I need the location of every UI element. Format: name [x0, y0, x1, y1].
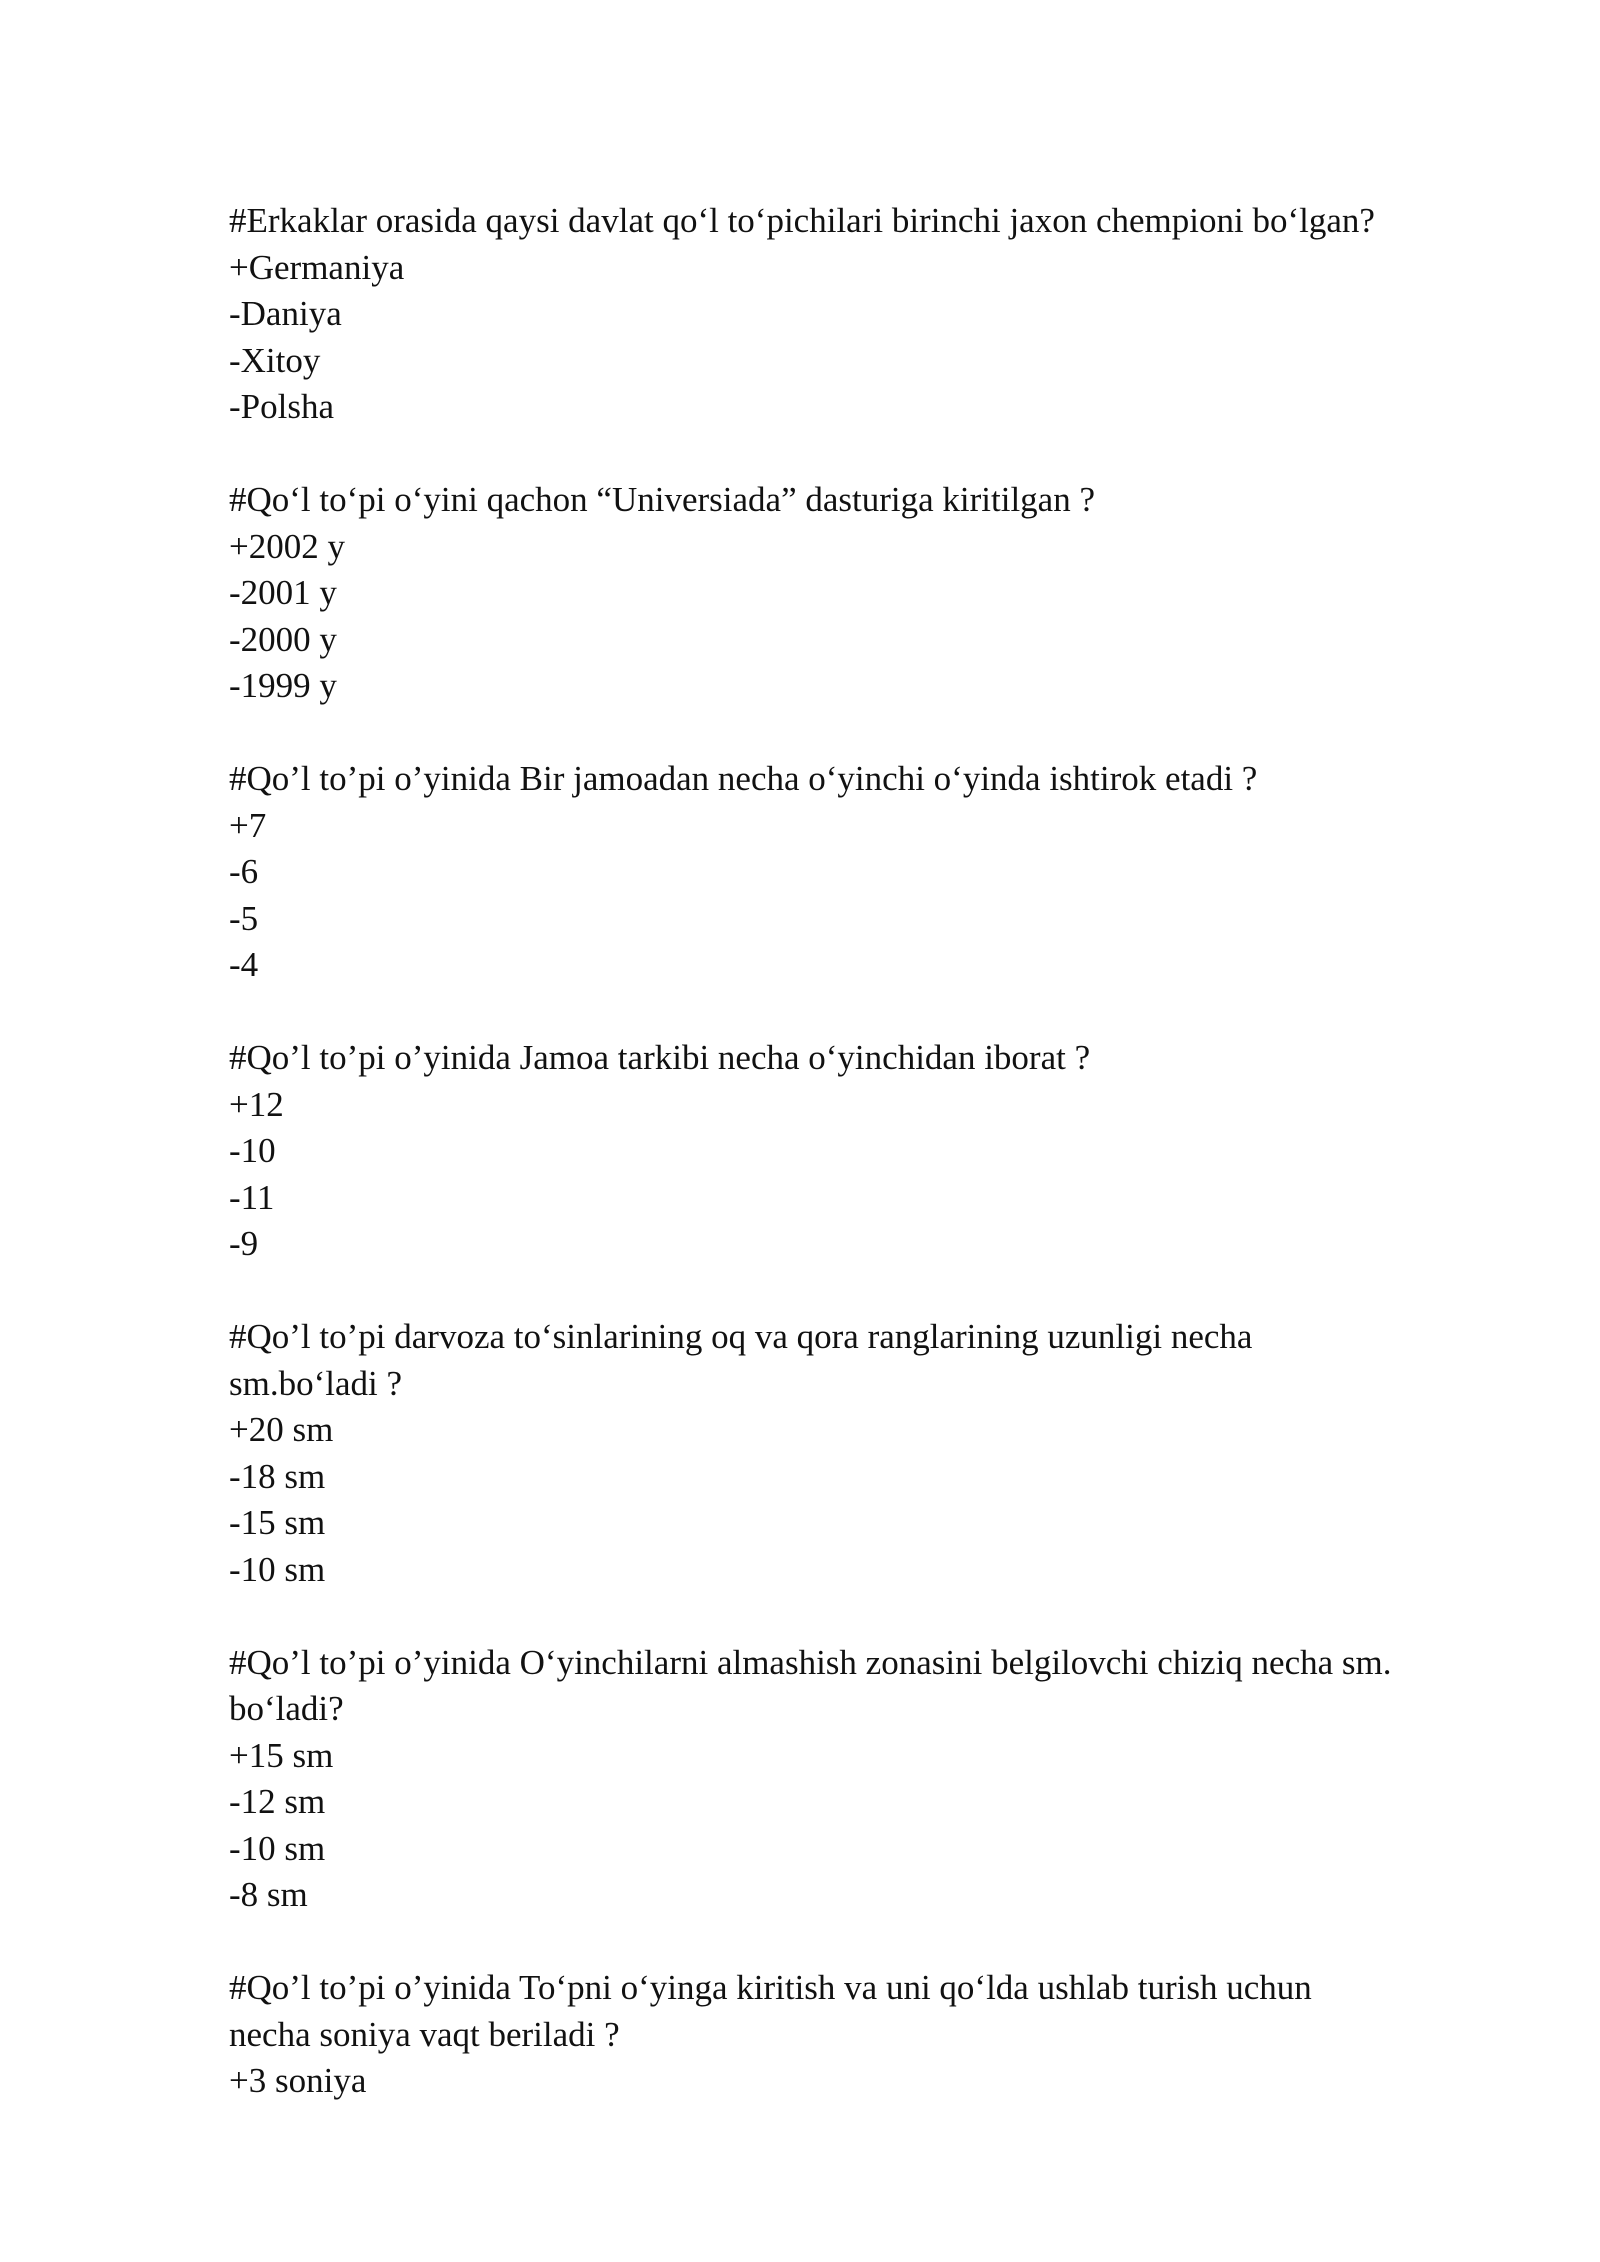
- question-text-continued: sm.bo‘ladi ?: [229, 1363, 403, 1403]
- answer-option: +7: [229, 805, 267, 845]
- question-block-1: [229, 198, 1529, 431]
- answer-option: -Polsha: [229, 387, 334, 426]
- answer-option: -2001 y: [229, 573, 337, 612]
- answer-option: -15 sm: [229, 1503, 326, 1542]
- question-block-7: [229, 1965, 1529, 2105]
- answer-option: -12 sm: [229, 1782, 326, 1821]
- question-text: #Erkaklar orasida qaysi davlat qo‘l to‘pichilari birinchi jaxon chempioni bo‘lgan?: [229, 201, 1375, 240]
- answer-option: -18 sm: [229, 1456, 326, 1496]
- answer-option: -8 sm: [229, 1875, 308, 1914]
- answer-option: +3 soniya: [229, 2061, 367, 2100]
- answer-option: +Germaniya: [229, 247, 405, 287]
- question-block-5: [229, 1314, 1529, 1593]
- question-text: #Qo’l to’pi o’yinida O‘yinchilarni almashish zonasini belgilovchi chiziq necha sm.: [229, 1642, 1392, 1682]
- question-block-2: [229, 477, 1529, 710]
- answer-option: -Xitoy: [229, 340, 321, 380]
- answer-option: -6: [229, 852, 259, 891]
- question-text-continued: necha soniya vaqt beriladi ?: [229, 2014, 620, 2054]
- question-text-continued: bo‘ladi?: [229, 1689, 344, 1728]
- question-block-4: [229, 1035, 1529, 1268]
- question-text: #Qo‘l to‘pi o‘yini qachon “Universiada” dasturiga kiritilgan ?: [229, 480, 1095, 519]
- answer-option: -1999 y: [229, 666, 337, 705]
- answer-option: -10 sm: [229, 1549, 326, 1589]
- answer-option: -10: [229, 1131, 276, 1170]
- answer-option: +12: [229, 1084, 284, 1124]
- answer-option: +20 sm: [229, 1410, 334, 1449]
- answer-option: -9: [229, 1224, 259, 1263]
- question-block-6: [229, 1640, 1529, 1919]
- question-block-3: [229, 756, 1529, 989]
- answer-option: +2002 y: [229, 526, 345, 566]
- answer-option: -Daniya: [229, 294, 342, 333]
- answer-option: -11: [229, 1177, 275, 1217]
- answer-option: -10 sm: [229, 1828, 326, 1868]
- answer-option: -2000 y: [229, 619, 337, 659]
- quiz-content: [229, 198, 1529, 2151]
- answer-option: -5: [229, 898, 259, 938]
- question-text: #Qo’l to’pi o’yinida To‘pni o‘yinga kiritish va uni qo‘lda ushlab turish uchun: [229, 1968, 1312, 2007]
- question-text: #Qo’l to’pi o’yinida Jamoa tarkibi necha o‘yinchidan iborat ?: [229, 1038, 1091, 1077]
- question-text: #Qo’l to’pi o’yinida Bir jamoadan necha o‘yinchi o‘yinda ishtirok etadi ?: [229, 759, 1258, 798]
- answer-option: +15 sm: [229, 1735, 334, 1775]
- question-text: #Qo’l to’pi darvoza to‘sinlarining oq va qora ranglarining uzunligi necha: [229, 1317, 1253, 1356]
- answer-option: -4: [229, 945, 259, 984]
